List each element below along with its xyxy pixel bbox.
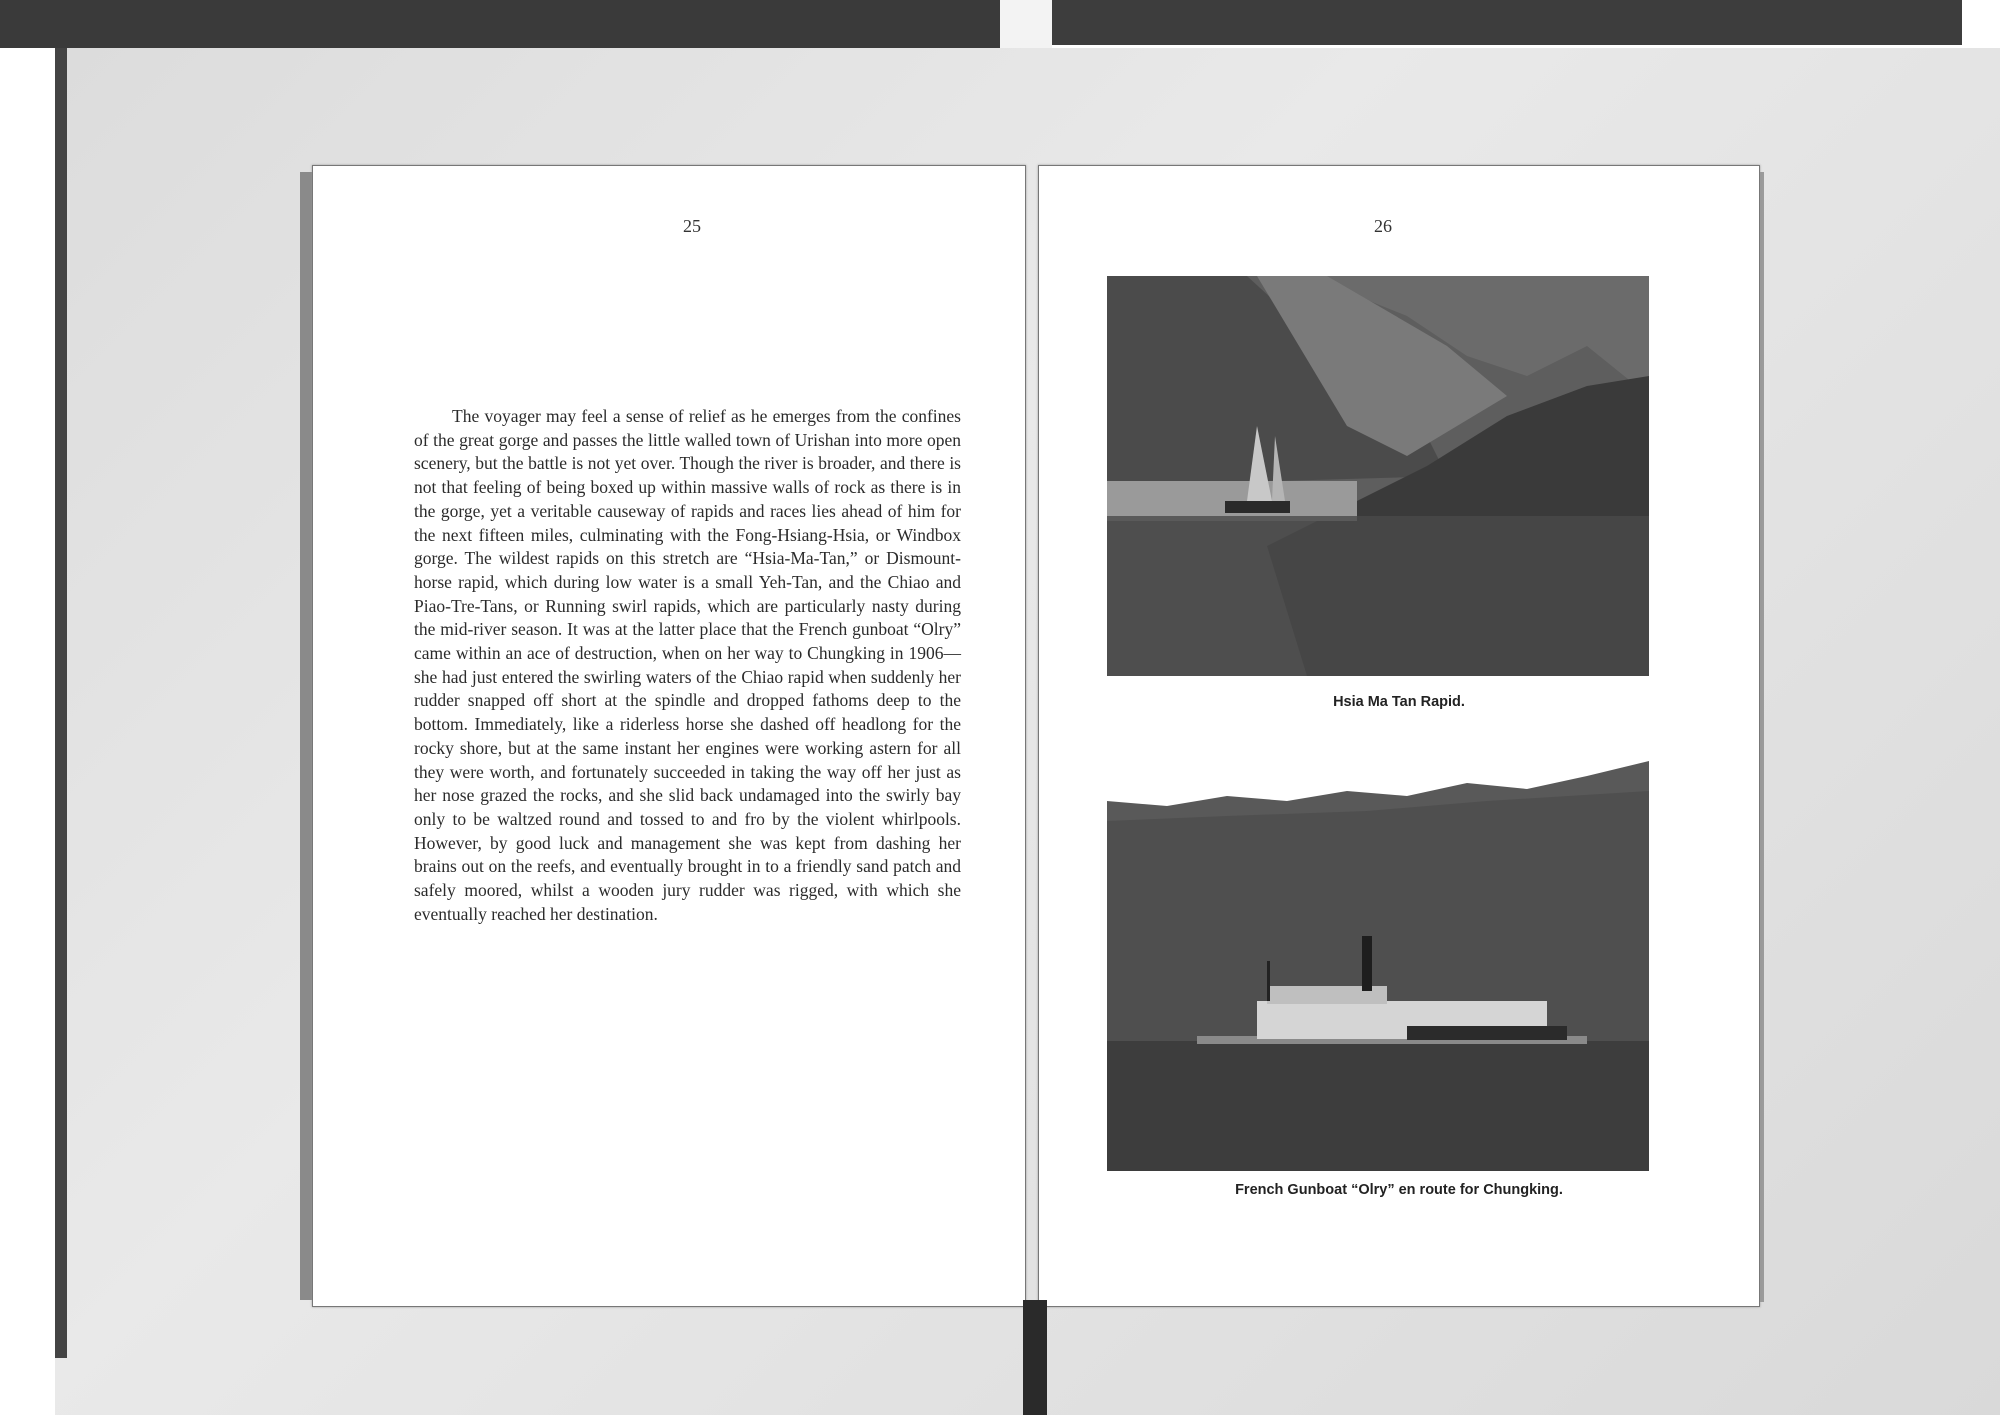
photo-gunboat-olry-image [1107, 761, 1649, 1171]
scan-border-top-right [1052, 0, 1962, 45]
left-page [312, 165, 1026, 1307]
photo-caption-1: Hsia Ma Tan Rapid. [1333, 694, 1465, 710]
right-page [1038, 165, 1760, 1307]
photo-gunboat-olry [1107, 761, 1649, 1171]
photo-hsia-ma-tan-rapid [1107, 276, 1649, 676]
page-number-left: 25 [683, 216, 701, 236]
page-edge-shadow-left [300, 172, 312, 1300]
book-spine-shadow [1023, 1300, 1047, 1415]
photo-caption-2: French Gunboat “Olry” en route for Chungking. [1235, 1182, 1563, 1198]
scan-border-left [55, 48, 67, 1358]
body-paragraph: The voyager may feel a sense of relief as he emerges from the confines of the great gorge and passes the little walled town of Urishan into more open scenery, but the battle is not yet over. Though the river is broader, and there is not that feeling of being boxed up within massive walls of rock as there is in the gorge, yet a veritable causeway of rapids and races lies ahead of him for the next fifteen miles, culminating with the Fong-Hsiang-Hsia, or Windbox gorge. The wildest rapids on this stretch are “Hsia-Ma-Tan,” or Dismount-horse rapid, which during low water is a small Yeh-Tan, and the Chiao and Piao-Tre-Tans, or Running swirl rapids, which are particularly nasty during the mid-river season. It was at the latter place that the French gunboat “Olry” came within an ace of destruction, when on her way to Chungking in 1906—she had just entered the swirling waters of the Chiao rapid when suddenly her rudder snapped off short at the spindle and dropped fathoms deep to the bottom. Immediately, like a riderless horse she dashed off headlong for the rocky shore, but at the same instant her engines were working astern for all they were worth, and fortunately succeeded in taking the way off her just as her nose grazed the rocks, and she slid back undamaged into the swirly bay only to be waltzed round and tossed to and fro by the violent whirlpools. However, by good luck and management she was kept from dashing her brains out on the reefs, and eventually brought in to a friendly sand patch and safely moored, whilst a wooden jury rudder was rigged, with which she eventually reached her destination. [414, 406, 961, 924]
photo-hsia-ma-tan-rapid-image [1107, 276, 1649, 676]
scan-gap [1000, 0, 1052, 48]
page-number-right: 26 [1374, 216, 1392, 236]
scan-border-top-left [0, 0, 1000, 48]
